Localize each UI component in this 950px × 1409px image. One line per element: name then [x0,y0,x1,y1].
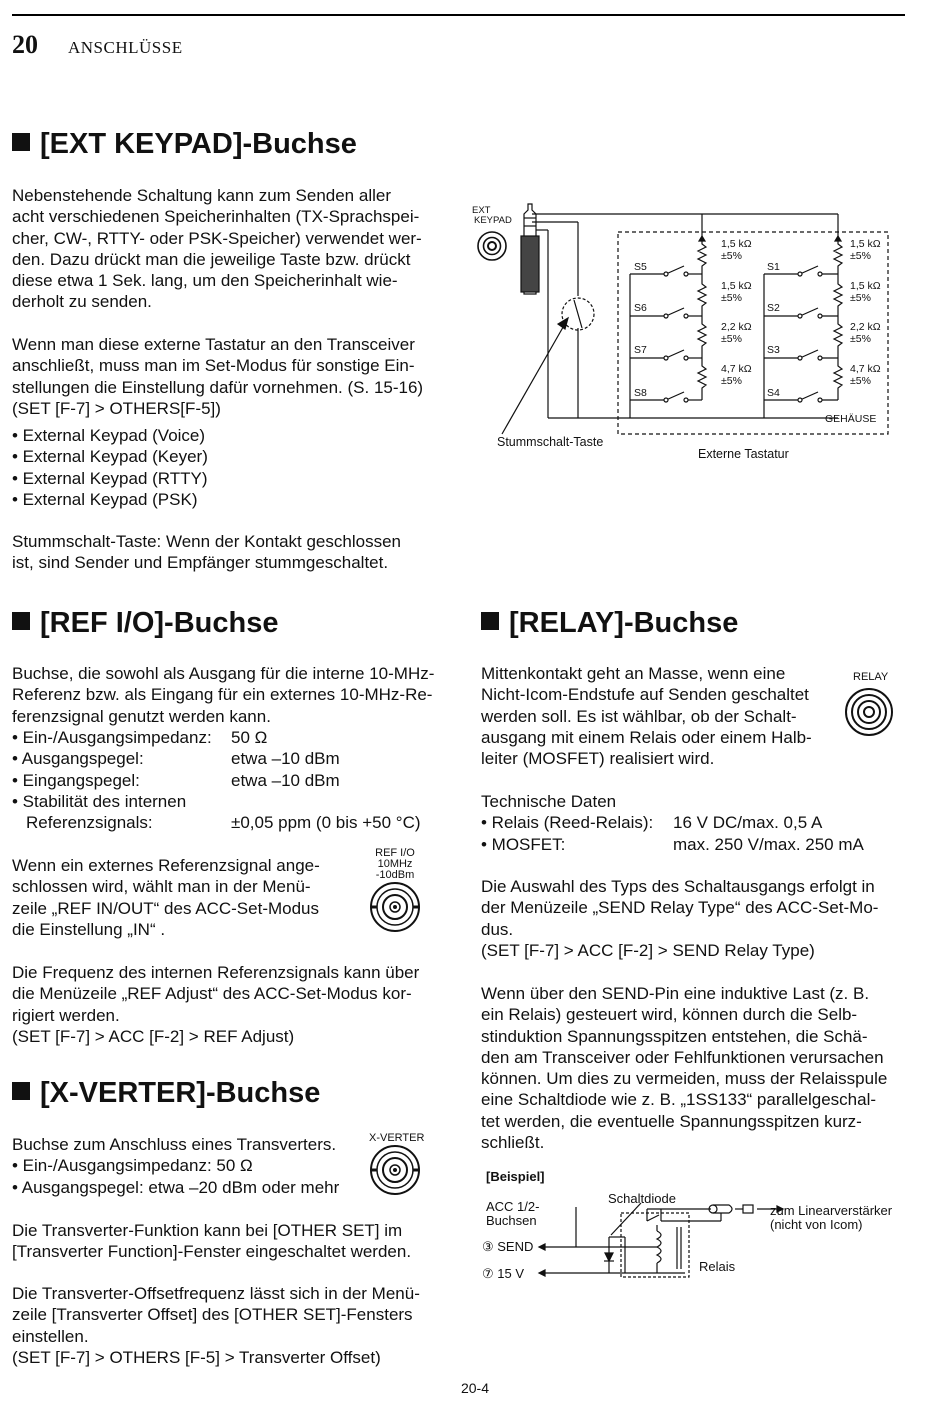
spec-row: • Relais (Reed-Relais): 16 V DC/max. 0,5 A [481,813,823,833]
ext-keypad-heading: [EXT KEYPAD]-Buchse [12,128,357,161]
spec-row: • Stabilität des internen [12,791,187,811]
relay-label: Relais [699,1259,736,1274]
resistor-value: 1,5 kΩ [850,280,881,292]
bnc-connector-icon [368,880,422,934]
resistor-value: 2,2 kΩ [850,321,881,333]
heading-square-icon [481,612,499,630]
mute-switch-label: Stummschalt-Taste [497,435,604,449]
list-item: • External Keypad (Keyer) [12,447,208,467]
resistor-tolerance: ±5% [850,333,871,345]
switch-label: S5 [634,261,647,273]
footer-page-number: 20-4 [460,1380,490,1396]
diode-label: Schaltdiode [608,1191,676,1206]
ref-io-specs [12,727,442,833]
ext-keypad-circuit-diagram [470,196,910,466]
resistor-tolerance: ±5% [721,250,742,262]
xverter-offset: Die Transverter-Offsetfrequenz lässt sich in der Menü- zeile [Transverter Offset] des [OTHER SET]-Fensters einstellen. (SET [F-7] > OTHERS [F-5] > Transverter Offset) [12,1284,420,1367]
relay-intro: Mittenkontakt geht an Masse, wenn eine Nicht-Icom-Endstufe auf Senden geschaltet werden soll. Es ist wählbar, ob der Schalt- ausgang mit einem Relais oder einem Halb- leiter (MOSFET) realisiert wird. [481,664,812,769]
heading-square-icon [12,133,30,151]
relay-example-diagram [481,1165,911,1290]
xverter-intro: Buchse zum Anschluss eines Transverters. • Ein-/Ausgangsimpedanz: 50 Ω • Ausgangspegel: etwa –20 dBm oder mehr [12,1134,372,1198]
list-item: • External Keypad (Voice) [12,426,206,445]
header-rule [12,14,905,16]
example-title: [Beispiel] [486,1169,545,1184]
amp-label-1: zum Linearverstärker [770,1203,893,1218]
ext-keypad-options [12,425,208,510]
mute-note: Stummschalt-Taste: Wenn der Kontakt geschlossen ist, sind Sender und Empfänger stummgeschaltet. [12,532,401,573]
bnc-connector-icon [368,1143,422,1197]
heading-square-icon [12,1082,30,1100]
ref-io-heading: [REF I/O]-Buchse [12,607,278,640]
jack-label-2: KEYPAD [474,215,512,226]
switch-label: S7 [634,344,647,356]
switch-label: S8 [634,387,647,399]
relay-selection: Die Auswahl des Typs des Schaltausgangs erfolgt in der Menüzeile „SEND Relay Type“ des ACC-Set-Mo- dus. (SET [F-7] > ACC [F-2] > SEND Relay Type) [481,877,879,960]
list-item: • Ein-/Ausgangsimpedanz: 50 Ω [12,1156,253,1176]
relay-warning: Wenn über den SEND-Pin eine induktive Last (z. B. ein Relais) gesteuert wird, können durch die Selb- stinduktion Spannungsspitzen entstehen, die Schä- den am Transceiver oder Fehlfunktionen verursachen können. Um dies zu vermeiden, muss der Relaisspule eine Schaltdiode wie z. B. „1SS133“ parallelgeschal- tet werden, die eventuelle Spannungsspitzen kurz- schließt. [481,984,888,1153]
jack-icon [478,232,506,260]
relay-connector-label: RELAY [853,671,889,683]
resistor-value: 4,7 kΩ [721,363,752,375]
xverter-heading: [X-VERTER]-Buchse [12,1077,320,1110]
switch-label: S3 [767,344,780,356]
ref-io-adjust: Die Frequenz des internen Referenzsignals kann über die Menüzeile „REF Adjust“ des ACC-Set-Modus kor- rigiert werden. (SET [F-7] > ACC [F-2] > REF Adjust) [12,963,420,1046]
xverter-function: Die Transverter-Funktion kann bei [OTHER SET] im [Transverter Function]-Fenster eingeschaltet werden. [12,1221,412,1262]
resistor-value: 4,7 kΩ [850,363,881,375]
spec-row: • Eingangspegel: etwa –10 dBm [12,770,340,790]
switch-label: S4 [767,387,780,399]
resistor-tolerance: ±5% [721,375,742,387]
acc-label-1: ACC 1/2- [486,1199,540,1214]
switch-label: S6 [634,302,647,314]
list-item: • External Keypad (PSK) [12,489,198,509]
v15-pin-label: ⑦ 15 V [482,1266,525,1281]
spec-row: • Ausgangspegel: etwa –10 dBm [12,749,340,769]
resistor-tolerance: ±5% [850,375,871,387]
acc-label-2: Buchsen [486,1213,537,1228]
ext-keypad-intro: Nebenstehende Schaltung kann zum Senden aller acht verschiedenen Speicherinhalten (TX-Sprachspei- cher, CW-, RTTY- oder PSK-Speicher) verwendet wer- den. Dazu drückt man die jeweilige Taste bzw. drückt diese etwa 1 Sek. lang, um den Speicherinhalt wie- derholt zu senden. [12,186,422,312]
resistor-value: 1,5 kΩ [721,238,752,250]
resistor-tolerance: ±5% [721,292,742,304]
spec-row: Referenzsignals: ±0,05 ppm (0 bis +50 °C) [26,813,421,833]
list-item: • External Keypad (RTTY) [12,468,208,488]
ref-io-intro: Buchse, die sowohl als Ausgang für die interne 10-MHz- Referenz bzw. als Eingang für ein externes 10-MHz-Re- ferenzsignal genutzt werden kann. [12,664,435,726]
resistor-value: 1,5 kΩ [721,280,752,292]
list-item: • Ausgangspegel: etwa –20 dBm oder mehr [12,1177,340,1197]
rca-connector-icon [843,686,895,738]
chapter-title: ANSCHLÜSSE [68,38,183,57]
keypad-label: Externe Tastatur [698,447,789,461]
relay-tech: Technische Daten • Relais (Reed-Relais): 16 V DC/max. 0,5 A • MOSFET: max. 250 V/max. 250 mA [481,791,911,855]
switch-label: S2 [767,302,780,314]
ext-keypad-setup: Wenn man diese externe Tastatur an den Transceiver anschließt, muss man im Set-Modus für sonstige Ein- stellungen die Einstellung dafür vornehmen. (S. 15-16) (SET [F-7] > OTHERS[F-5]) [12,335,424,418]
jack-label-1: EXT [472,205,491,216]
page-number: 20 [12,30,38,59]
heading-square-icon [12,612,30,630]
resistor-value: 2,2 kΩ [721,321,752,333]
spec-row: • Ein-/Ausgangsimpedanz: 50 Ω [12,728,268,747]
ref-io-external: Wenn ein externes Referenzsignal ange- schlossen wird, wählt man in der Menü- zeile „REF IN/OUT“ des ACC-Set-Modus die Einstellung „IN“ . [12,856,320,939]
resistor-value: 1,5 kΩ [850,238,881,250]
xverter-connector-label: X-VERTER [369,1132,425,1144]
amp-label-2: (nicht von Icom) [770,1217,863,1232]
resistor-tolerance: ±5% [850,250,871,262]
relay-heading: [RELAY]-Buchse [481,607,738,640]
resistor-tolerance: ±5% [721,333,742,345]
ref-io-connector-label: REF I/O 10MHz -10dBm [375,847,415,881]
housing-label: GEHÄUSE [825,413,877,425]
spec-row: • MOSFET: max. 250 V/max. 250 mA [481,834,864,854]
send-pin-label: ③ SEND [482,1239,534,1254]
switch-label: S1 [767,261,780,273]
resistor-tolerance: ±5% [850,292,871,304]
